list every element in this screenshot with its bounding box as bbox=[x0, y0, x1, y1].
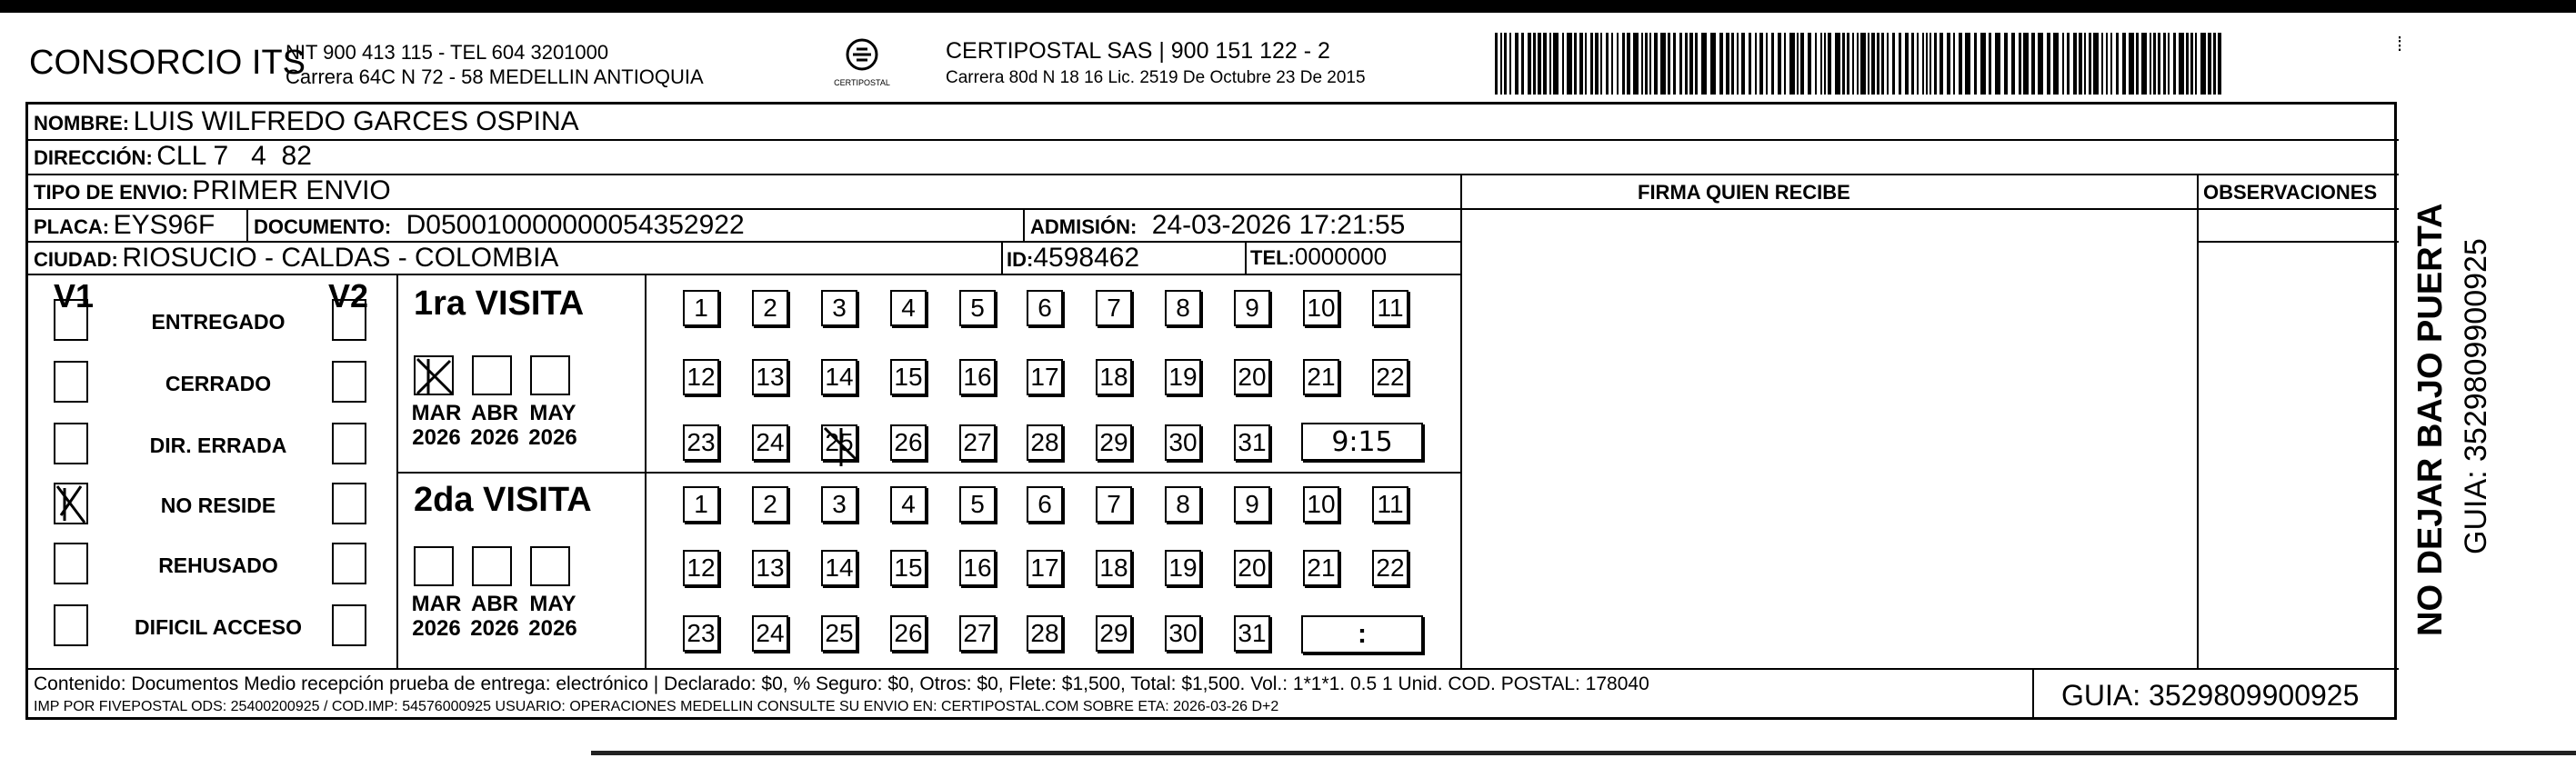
delivery-form bbox=[25, 102, 2397, 720]
visit2-day-box[interactable]: 23 bbox=[683, 615, 719, 652]
visit2-day-box[interactable]: 6 bbox=[1027, 486, 1063, 523]
visit1-day-box[interactable]: 29 bbox=[1096, 424, 1132, 461]
documento-cell bbox=[254, 210, 745, 241]
id-value: 4598462 bbox=[1033, 243, 1140, 273]
admision-value: 24-03-2026 17:21:55 bbox=[1151, 210, 1406, 240]
visit1-day-box[interactable]: 20 bbox=[1234, 359, 1270, 395]
side-warning: NO DEJAR BAJO PUERTA bbox=[2411, 203, 2450, 636]
visit1-month-checkbox[interactable] bbox=[530, 355, 570, 395]
status-label: DIR. ERRADA bbox=[149, 434, 287, 457]
visit2-day-box[interactable]: 30 bbox=[1165, 615, 1201, 652]
v2-checkbox[interactable] bbox=[332, 361, 366, 403]
visit1-month-label: MAR 2026 bbox=[411, 401, 462, 450]
v1-checkbox[interactable] bbox=[54, 361, 88, 403]
status-label: DIFICIL ACCESO bbox=[134, 615, 302, 639]
visit1-day-box[interactable]: 10 bbox=[1303, 290, 1339, 326]
certipostal-logo bbox=[824, 35, 900, 89]
visit2-day-box[interactable]: 31 bbox=[1234, 615, 1270, 652]
visit2-day-box[interactable]: 21 bbox=[1303, 550, 1339, 586]
visit2-day-box[interactable]: 19 bbox=[1165, 550, 1201, 586]
visit2-day-box[interactable]: 26 bbox=[890, 615, 927, 652]
visit2-day-box[interactable]: 29 bbox=[1096, 615, 1132, 652]
ciudad-value: RIOSUCIO - CALDAS - COLOMBIA bbox=[122, 243, 559, 273]
side-guia: GUIA: 3529809900925 bbox=[2459, 238, 2493, 554]
nombre-label: NOMBRE: bbox=[34, 112, 130, 135]
visit1-day-box[interactable]: 6 bbox=[1027, 290, 1063, 326]
certipostal-address: Carrera 80d N 18 16 Lic. 2519 De Octubre 23 De 2015 bbox=[946, 68, 1366, 87]
visit1-month-label: ABR 2026 bbox=[470, 401, 519, 450]
admision-label: ADMISIÓN: bbox=[1030, 215, 1138, 238]
visit1-day-box[interactable]: 4 bbox=[890, 290, 927, 326]
documento-value: D050010000000054352922 bbox=[406, 210, 745, 240]
status-label: ENTREGADO bbox=[151, 310, 286, 334]
visit2-day-box[interactable]: 17 bbox=[1027, 550, 1063, 586]
id-label: ID: bbox=[1007, 248, 1034, 271]
visit1-month-label: MAY 2026 bbox=[528, 401, 577, 450]
visit2-month-checkbox[interactable] bbox=[472, 546, 512, 586]
company-name: CONSORCIO ITS bbox=[29, 44, 306, 82]
placa-label: PLACA: bbox=[34, 215, 110, 238]
documento-label: DOCUMENTO: bbox=[254, 215, 392, 238]
placa-value: EYS96F bbox=[113, 210, 216, 240]
firma-header: FIRMA QUIEN RECIBE bbox=[1638, 181, 1850, 204]
visit1-day-box[interactable]: 24 bbox=[752, 424, 788, 461]
v1-checkbox[interactable] bbox=[54, 604, 88, 646]
v2-checkbox[interactable] bbox=[332, 483, 366, 524]
tel-label: TEL: bbox=[1250, 246, 1295, 269]
visit2-day-box[interactable]: 13 bbox=[752, 550, 788, 586]
footer-guia: GUIA: 3529809900925 bbox=[2061, 679, 2360, 712]
tel-value: 0000000 bbox=[1294, 243, 1388, 270]
visit1-day-box[interactable]: 7 bbox=[1096, 290, 1132, 326]
nit-line: NIT 900 413 115 - TEL 604 3201000 bbox=[286, 41, 609, 64]
visit2-day-box[interactable]: 12 bbox=[683, 550, 719, 586]
status-label: NO RESIDE bbox=[160, 494, 276, 517]
tipo-value: PRIMER ENVIO bbox=[192, 175, 391, 205]
tipo-label: TIPO DE ENVIO: bbox=[34, 181, 188, 204]
footer-imp: IMP POR FIVEPOSTAL ODS: 25400200925 / COD.IMP: 54576000925 USUARIO: OPERACIONES MEDELLIN CONSULTE SU ENVIO EN: CERTIPOSTAL.COM SOBRE ETA: 2026-03-26 D+2 bbox=[34, 699, 1279, 714]
visit2-month-label: ABR 2026 bbox=[470, 592, 519, 641]
visit2-day-box[interactable]: 15 bbox=[890, 550, 927, 586]
visit2-day-box[interactable]: 24 bbox=[752, 615, 788, 652]
v1-checkbox[interactable] bbox=[54, 299, 88, 341]
visit1-day-box[interactable]: 23 bbox=[683, 424, 719, 461]
certipostal-line: CERTIPOSTAL SAS | 900 151 122 - 2 bbox=[946, 38, 1330, 64]
visit1-time-value: 9:15 bbox=[1331, 425, 1393, 458]
visit1-day-box[interactable]: 8 bbox=[1165, 290, 1201, 326]
visit1-day-box[interactable]: 14 bbox=[821, 359, 857, 395]
visit1-day-box[interactable]: 26 bbox=[890, 424, 927, 461]
visit1-day-box[interactable]: 15 bbox=[890, 359, 927, 395]
v2-checkbox[interactable] bbox=[332, 423, 366, 464]
placa-cell bbox=[34, 210, 215, 241]
visit2-time-value: : bbox=[1358, 619, 1367, 649]
visit2-day-box[interactable]: 1 bbox=[683, 486, 719, 523]
visit1-month-checkbox[interactable] bbox=[472, 355, 512, 395]
footer-contenido: Contenido: Documentos Medio recepción prueba de entrega: electrónico | Declarado: $0, % Seguro: $0, Otros: $0, Flete: $1,500, Total: $1,500. Vol.: 1*1*1. 0.5 1 Unid. COD. POSTAL: 178040 bbox=[34, 673, 1649, 694]
status-label: CERRADO bbox=[165, 372, 272, 395]
visit1-day-box[interactable]: 2 bbox=[752, 290, 788, 326]
direccion-label: DIRECCIÓN: bbox=[34, 146, 153, 169]
visit1-day-box[interactable]: 30 bbox=[1165, 424, 1201, 461]
visit1-day-box[interactable]: 18 bbox=[1096, 359, 1132, 395]
visit2-day-box[interactable]: 5 bbox=[959, 486, 996, 523]
visit1-day-box[interactable]: 3 bbox=[821, 290, 857, 326]
visit2-day-box[interactable]: 10 bbox=[1303, 486, 1339, 523]
barcode bbox=[1495, 33, 2222, 95]
visit1-day-box[interactable]: 17 bbox=[1027, 359, 1063, 395]
v1-header: V1 bbox=[54, 277, 95, 314]
visit1-day-box[interactable]: 31 bbox=[1234, 424, 1270, 461]
id-cell bbox=[1007, 243, 1139, 274]
visit1-title: 1ra VISITA bbox=[414, 284, 585, 323]
v2-checkbox[interactable] bbox=[332, 299, 366, 341]
visit2-day-box[interactable]: 28 bbox=[1027, 615, 1063, 652]
tipo-row bbox=[34, 175, 391, 206]
svg-text:CERTIPOSTAL: CERTIPOSTAL bbox=[834, 78, 890, 87]
v1-checkbox[interactable] bbox=[54, 543, 88, 584]
visit1-day-box[interactable]: 1 bbox=[683, 290, 719, 326]
visit2-day-box[interactable]: 14 bbox=[821, 550, 857, 586]
certipostal-info bbox=[946, 38, 1366, 88]
v2-checkbox[interactable] bbox=[332, 604, 366, 646]
visit2-day-box[interactable]: 22 bbox=[1372, 550, 1408, 586]
ciudad-cell bbox=[34, 243, 558, 274]
address-line: Carrera 64C N 72 - 58 MEDELLIN ANTIOQUIA bbox=[286, 65, 704, 88]
visit2-time[interactable] bbox=[1301, 615, 1423, 653]
visit2-day-box[interactable]: 2 bbox=[752, 486, 788, 523]
v1-checkbox[interactable] bbox=[54, 483, 88, 524]
visit1-month-checkbox[interactable] bbox=[414, 355, 454, 395]
visit1-day-mark bbox=[821, 424, 857, 461]
bottom-border bbox=[591, 751, 2576, 755]
visit1-day-box[interactable]: 12 bbox=[683, 359, 719, 395]
status-label: REHUSADO bbox=[158, 554, 278, 577]
corner-mark: ⁞ bbox=[2397, 33, 2403, 55]
visit1-day-box[interactable]: 22 bbox=[1372, 359, 1408, 395]
nombre-value: LUIS WILFREDO GARCES OSPINA bbox=[133, 106, 579, 136]
visit2-day-box[interactable]: 8 bbox=[1165, 486, 1201, 523]
visit2-day-box[interactable]: 7 bbox=[1096, 486, 1132, 523]
v1-checkbox[interactable] bbox=[54, 423, 88, 464]
ciudad-label: CIUDAD: bbox=[34, 248, 118, 271]
visit1-day-box[interactable]: 11 bbox=[1372, 290, 1408, 326]
v2-checkbox[interactable] bbox=[332, 543, 366, 584]
visit1-day-box[interactable]: 25 bbox=[821, 424, 857, 461]
tel-cell bbox=[1250, 243, 1387, 271]
visit1-day-box[interactable]: 5 bbox=[959, 290, 996, 326]
visit2-day-box[interactable]: 18 bbox=[1096, 550, 1132, 586]
admision-cell bbox=[1030, 210, 1405, 241]
visit2-month-checkbox[interactable] bbox=[530, 546, 570, 586]
visit2-day-box[interactable]: 4 bbox=[890, 486, 927, 523]
top-border bbox=[0, 0, 2576, 13]
visit2-day-box[interactable]: 25 bbox=[821, 615, 857, 652]
visit2-month-label: MAY 2026 bbox=[528, 592, 577, 641]
visit2-month-label: MAR 2026 bbox=[411, 592, 462, 641]
visit1-time[interactable] bbox=[1301, 423, 1423, 461]
visit1-day-box[interactable]: 13 bbox=[752, 359, 788, 395]
visit2-day-box[interactable]: 3 bbox=[821, 486, 857, 523]
visit2-day-box[interactable]: 11 bbox=[1372, 486, 1408, 523]
visit2-day-box[interactable]: 20 bbox=[1234, 550, 1270, 586]
visit1-day-box[interactable]: 28 bbox=[1027, 424, 1063, 461]
visit1-day-box[interactable]: 27 bbox=[959, 424, 996, 461]
visit2-title: 2da VISITA bbox=[414, 481, 592, 519]
visit1-day-box[interactable]: 16 bbox=[959, 359, 996, 395]
visit2-day-box[interactable]: 16 bbox=[959, 550, 996, 586]
direccion-value: CLL 7 4 82 bbox=[156, 141, 312, 171]
direccion-row bbox=[34, 141, 312, 172]
visit2-month-checkbox[interactable] bbox=[414, 546, 454, 586]
visit1-day-box[interactable]: 9 bbox=[1234, 290, 1270, 326]
nombre-row bbox=[34, 106, 579, 137]
observaciones-header: OBSERVACIONES bbox=[2203, 181, 2378, 204]
v2-header: V2 bbox=[328, 277, 369, 314]
visit2-day-box[interactable]: 9 bbox=[1234, 486, 1270, 523]
visit1-day-box[interactable]: 19 bbox=[1165, 359, 1201, 395]
visit1-day-box[interactable]: 21 bbox=[1303, 359, 1339, 395]
company-info bbox=[286, 40, 704, 89]
visit2-day-box[interactable]: 27 bbox=[959, 615, 996, 652]
